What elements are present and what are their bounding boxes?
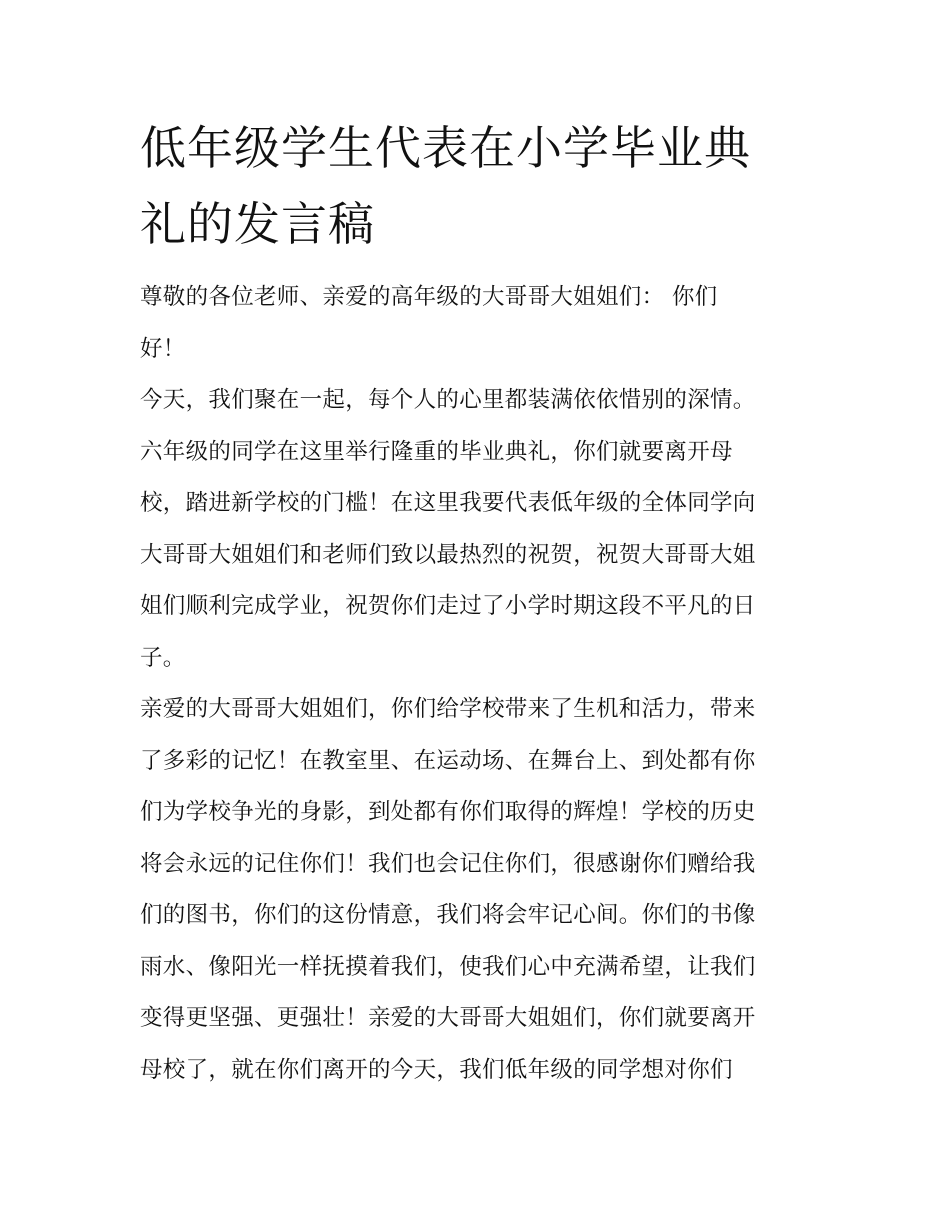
- body-line: 们为学校争光的身影，到处都有你们取得的辉煌！学校的历史: [140, 799, 756, 825]
- body-line: 六年级的同学在这里举行隆重的毕业典礼，你们就要离开母: [140, 438, 733, 465]
- body-line: 大哥哥大姐姐们和老师们致以最热烈的祝贺，祝贺大哥哥大姐: [140, 541, 756, 568]
- title-line: 低年级学生代表在小学毕业典: [140, 121, 751, 175]
- body-line: 雨水、像阳光一样抚摸着我们，使我们心中充满希望，让我们: [140, 953, 756, 980]
- body-line: 母校了，就在你们离开的今天，我们低年级的同学想对你们: [140, 1056, 733, 1083]
- body-line: 亲爱的大哥哥大姐姐们，你们给学校带来了生机和活力，带来: [140, 696, 756, 722]
- document-title: [140, 110, 815, 262]
- document-content: [140, 110, 815, 1096]
- body-line: 今天，我们聚在一起，每个人的心里都装满依依惜别的深情。: [140, 387, 756, 413]
- body-line: 变得更坚强、更强壮！亲爱的大哥哥大姐姐们，你们就要离开: [140, 1005, 756, 1031]
- body-line: 校，踏进新学校的门槛！在这里我要代表低年级的全体同学向: [140, 490, 756, 516]
- body-line: 了多彩的记忆！在教室里、在运动场、在舞台上、到处都有你: [140, 747, 756, 774]
- title-line: 礼的发言稿: [140, 197, 375, 251]
- body-line: 子。: [140, 644, 186, 671]
- body-line: 好！: [140, 335, 186, 362]
- body-line: 们的图书，你们的这份情意，我们将会牢记心间。你们的书像: [140, 902, 756, 928]
- document-body: [140, 272, 815, 1096]
- body-line: 尊敬的各位老师、亲爱的高年级的大哥哥大姐姐们： 你们: [140, 284, 718, 310]
- body-line: 姐们顺利完成学业，祝贺你们走过了小学时期这段不平凡的日: [140, 593, 756, 619]
- body-line: 将会永远的记住你们！我们也会记住你们，很感谢你们赠给我: [140, 850, 756, 877]
